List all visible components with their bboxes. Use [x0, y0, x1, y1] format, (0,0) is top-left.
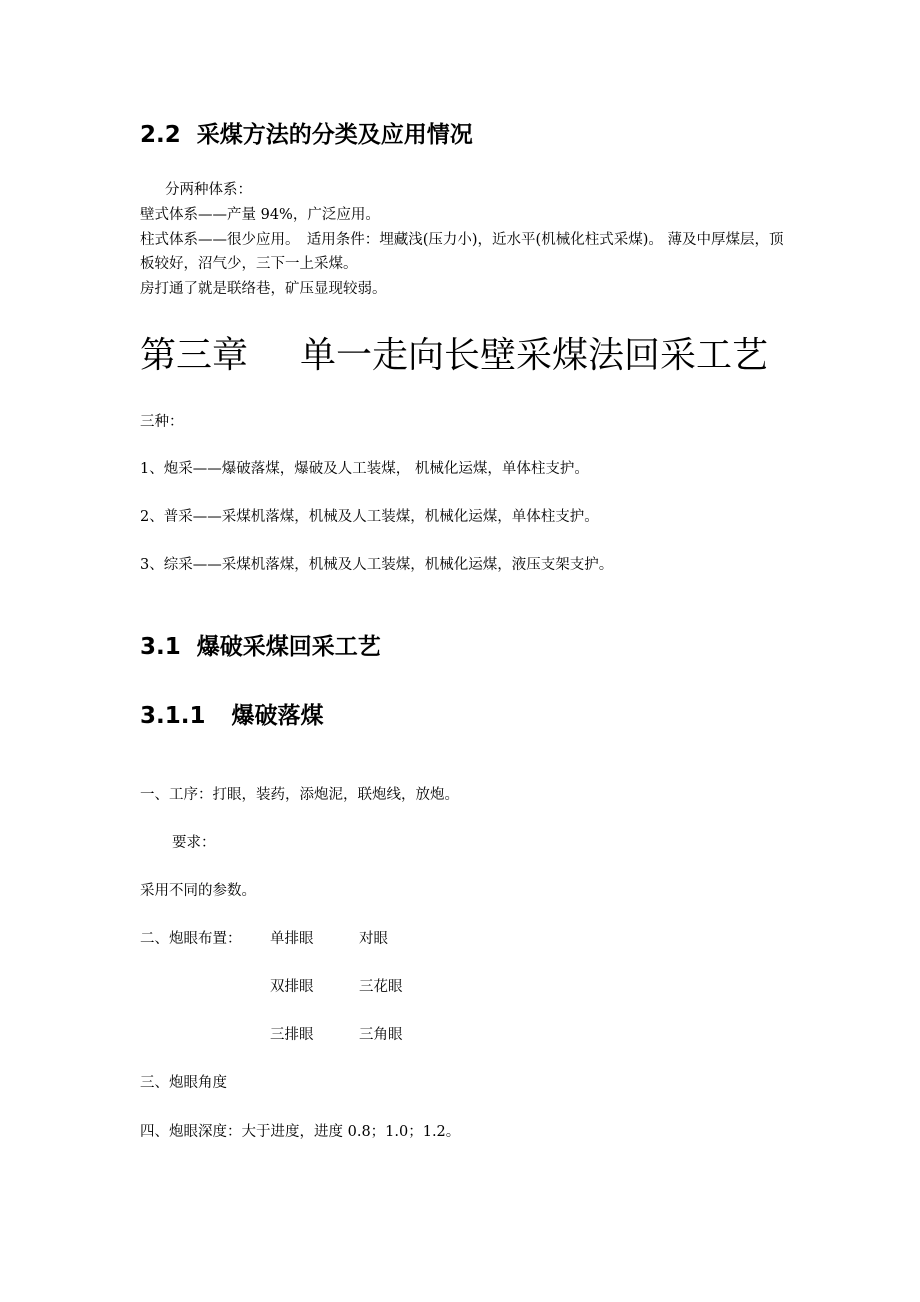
chapter-3-heading — [140, 335, 769, 376]
section-title: 采煤方法的分类及应用情况 — [196, 122, 473, 148]
hole-layout-label: 二、炮眼布置： — [140, 931, 242, 947]
section-number: 2.2 — [140, 122, 181, 148]
wall-system-line: 壁式体系——产量 94%，广泛应用。 — [140, 207, 380, 223]
section-3-1-heading — [140, 636, 381, 659]
chapter-3-intro: 三种： — [140, 414, 184, 430]
method-item-2: 2、普采——采煤机落煤，机械及人工装煤，机械化运煤，单体柱支护。 — [140, 509, 599, 525]
layout-triangle: 三角眼 — [359, 1027, 403, 1043]
layout-opposite: 对眼 — [359, 931, 388, 947]
procedure-line: 一、工序：打眼，装药，添炮泥，联炮线，放炮。 — [140, 787, 459, 803]
section-number: 3.1 — [140, 634, 181, 660]
systems-intro: 分两种体系： — [165, 182, 252, 198]
chapter-title: 单一走向长壁采煤法回采工艺 — [300, 335, 769, 376]
layout-triple-row: 三排眼 — [270, 1027, 314, 1043]
requirement-label: 要求： — [172, 835, 216, 851]
requirement-text: 采用不同的参数。 — [140, 883, 256, 899]
section-2-2-heading — [140, 124, 473, 147]
pillar-system-paragraph: 柱式体系——很少应用。 适用条件：埋藏浅(压力小)，近水平(机械化柱式采煤)。 薄及中厚煤层，顶板较好，沼气少，三下一上采煤。 — [140, 232, 784, 272]
hole-angle-line: 三、炮眼角度 — [140, 1075, 227, 1091]
section-3-1-1-heading — [140, 705, 324, 728]
section-title: 爆破落煤 — [231, 703, 324, 729]
chapter-label: 第三章 — [140, 335, 249, 376]
layout-single-row: 单排眼 — [270, 931, 314, 947]
hole-depth-line: 四、炮眼深度：大于进度，进度 0.8；1.0；1.2。 — [140, 1124, 461, 1140]
layout-double-row: 双排眼 — [270, 979, 314, 995]
section-number: 3.1.1 — [140, 703, 206, 729]
method-item-1: 1、炮采——爆破落煤，爆破及人工装煤， 机械化运煤，单体柱支护。 — [140, 461, 589, 477]
method-item-3: 3、综采——采煤机落煤，机械及人工装煤，机械化运煤，液压支架支护。 — [140, 557, 614, 573]
section-title: 爆破采煤回采工艺 — [196, 634, 381, 660]
layout-three-flower: 三花眼 — [359, 979, 403, 995]
room-line: 房打通了就是联络巷，矿压显现较弱。 — [140, 281, 387, 297]
